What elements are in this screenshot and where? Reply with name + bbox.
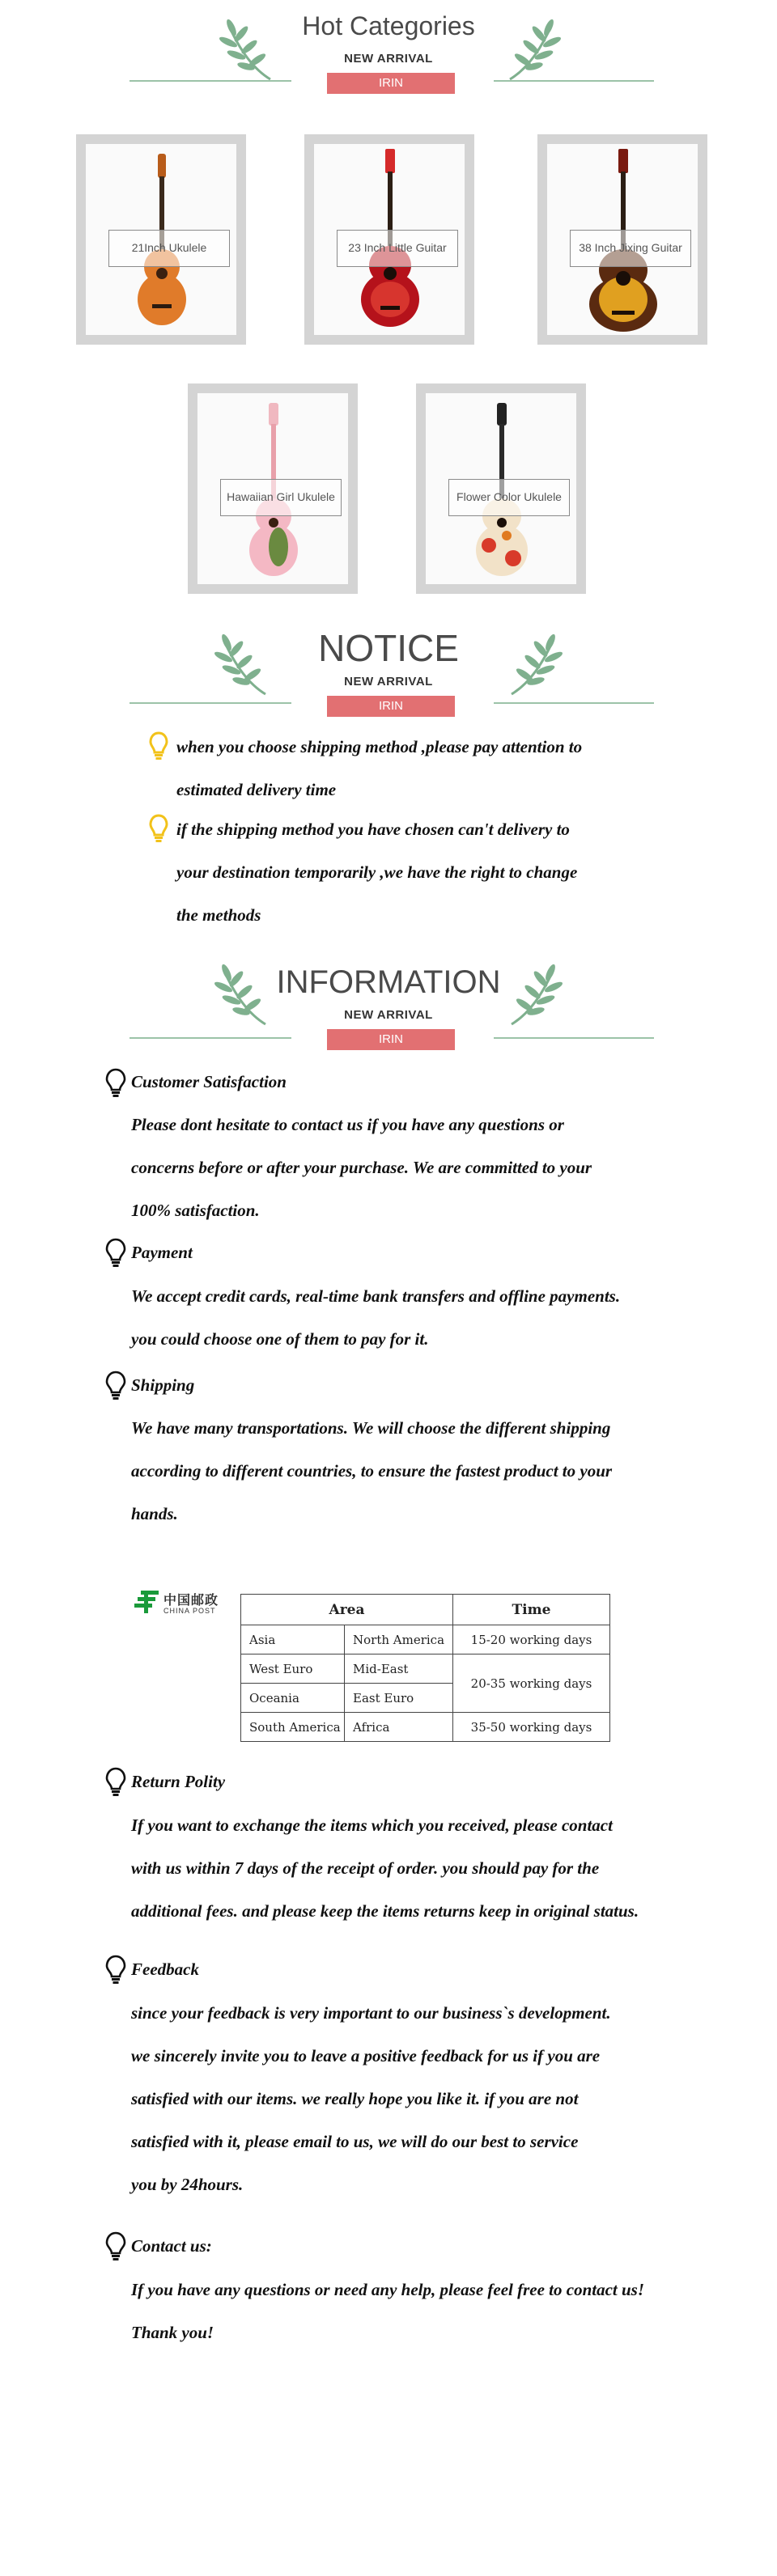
- product-card-hawaiian-ukulele[interactable]: [188, 383, 358, 594]
- info-text: If you want to exchange the items which you received, please contact: [131, 1815, 613, 1835]
- product-label: Hawaiian Girl Ukulele: [220, 479, 342, 516]
- table-cell: North America: [345, 1625, 453, 1654]
- info-text: additional fees. and please keep the items returns keep in original status.: [131, 1901, 639, 1921]
- info-text: concerns before or after your purchase. We are committed to your: [131, 1158, 592, 1177]
- table-cell: West Euro: [241, 1654, 345, 1684]
- table-cell: 20-35 working days: [453, 1654, 610, 1713]
- return-polity-title: Return Polity: [131, 1772, 226, 1791]
- section-subtitle: NEW ARRIVAL: [344, 1008, 433, 1022]
- info-text: we sincerely invite you to leave a positive feedback for us if you are: [131, 2046, 601, 2065]
- shipping-time-table: [240, 1594, 610, 1742]
- info-text: according to different countries, to ensure the fastest product to your: [131, 1461, 613, 1481]
- feedback-title: Feedback: [131, 1960, 199, 1979]
- section-subtitle: NEW ARRIVAL: [344, 52, 433, 66]
- info-text: We have many transportations. We will choose the different shipping: [131, 1418, 611, 1438]
- divider-left: [130, 80, 291, 82]
- divider-right: [494, 702, 654, 704]
- notice-text: your destination temporarily ,we have the right to change: [176, 862, 578, 882]
- info-text: If you have any questions or need any help, please feel free to contact us!: [131, 2280, 645, 2299]
- table-cell: Oceania: [241, 1684, 345, 1713]
- payment-title: Payment: [131, 1243, 193, 1262]
- section-subtitle: NEW ARRIVAL: [344, 675, 433, 688]
- lightbulb-yellow-icon: [149, 814, 168, 843]
- table-row: [241, 1713, 610, 1742]
- info-text: satisfied with our items. we really hope you like it. if you are not: [131, 2089, 579, 2108]
- lightbulb-yellow-icon: [149, 731, 168, 761]
- table-cell: Mid-East: [345, 1654, 453, 1684]
- info-text: since your feedback is very important to our business`s development.: [131, 2003, 611, 2023]
- table-cell: South America: [241, 1713, 345, 1742]
- lightbulb-icon: [105, 2231, 126, 2262]
- info-text: We accept credit cards, real-time bank transfers and offline payments.: [131, 1286, 621, 1306]
- info-text: hands.: [131, 1504, 178, 1523]
- divider-right: [494, 1037, 654, 1039]
- china-post-icon: [134, 1589, 160, 1615]
- divider-right: [494, 80, 654, 82]
- info-text: Thank you!: [131, 2323, 214, 2342]
- section-title: NOTICE: [318, 627, 459, 669]
- info-text: you by 24hours.: [131, 2175, 244, 2194]
- hot-categories-header: [0, 0, 777, 97]
- product-label: 23 Inch Little Guitar: [337, 230, 458, 267]
- product-card-flower-ukulele[interactable]: [416, 383, 586, 594]
- product-card-38inch-guitar[interactable]: [537, 134, 707, 345]
- china-post-cn: 中国邮政: [163, 1594, 219, 1608]
- notice-header: [0, 623, 777, 720]
- info-text: you could choose one of them to pay for it.: [131, 1329, 429, 1349]
- info-text: Please dont hesitate to contact us if you have any questions or: [131, 1115, 564, 1134]
- section-badge: IRIN: [327, 696, 455, 717]
- notice-text: if the shipping method you have chosen can't delivery to: [176, 820, 570, 839]
- table-header-area: Area: [241, 1595, 453, 1625]
- section-title: INFORMATION: [276, 964, 501, 1000]
- section-title: Hot Categories: [302, 11, 475, 40]
- table-cell: East Euro: [345, 1684, 453, 1713]
- table-row: [241, 1654, 610, 1684]
- product-label: 21Inch Ukulele: [108, 230, 230, 267]
- info-text: 100% satisfaction.: [131, 1201, 260, 1220]
- lightbulb-icon: [105, 1238, 126, 1269]
- product-label: 38 Inch Jixing Guitar: [570, 230, 691, 267]
- lightbulb-icon: [105, 1068, 126, 1099]
- lightbulb-icon: [105, 1955, 126, 1985]
- notice-text: the methods: [176, 905, 261, 925]
- table-header-time: Time: [453, 1595, 610, 1625]
- china-post-en: CHINA POST: [163, 1607, 216, 1615]
- table-cell: 15-20 working days: [453, 1625, 610, 1654]
- notice-text: estimated delivery time: [176, 780, 337, 799]
- info-text: satisfied with it, please email to us, we will do our best to service: [131, 2132, 579, 2151]
- section-badge: IRIN: [327, 73, 455, 94]
- table-cell: Asia: [241, 1625, 345, 1654]
- contact-title: Contact us:: [131, 2236, 212, 2256]
- info-text: with us within 7 days of the receipt of order. you should pay for the: [131, 1858, 600, 1878]
- customer-satisfaction-title: Customer Satisfaction: [131, 1072, 287, 1091]
- table-cell: Africa: [345, 1713, 453, 1742]
- product-card-23inch-guitar[interactable]: [304, 134, 474, 345]
- product-label: Flower Color Ukulele: [448, 479, 570, 516]
- divider-left: [130, 1037, 291, 1039]
- table-cell: 35-50 working days: [453, 1713, 610, 1742]
- section-badge: IRIN: [327, 1029, 455, 1050]
- table-row: [241, 1625, 610, 1654]
- product-card-21inch-ukulele[interactable]: [76, 134, 246, 345]
- notice-text: when you choose shipping method ,please pay attention to: [176, 737, 583, 756]
- lightbulb-icon: [105, 1371, 126, 1401]
- information-header: [0, 958, 777, 1055]
- lightbulb-icon: [105, 1767, 126, 1798]
- divider-left: [130, 702, 291, 704]
- shipping-title: Shipping: [131, 1375, 195, 1395]
